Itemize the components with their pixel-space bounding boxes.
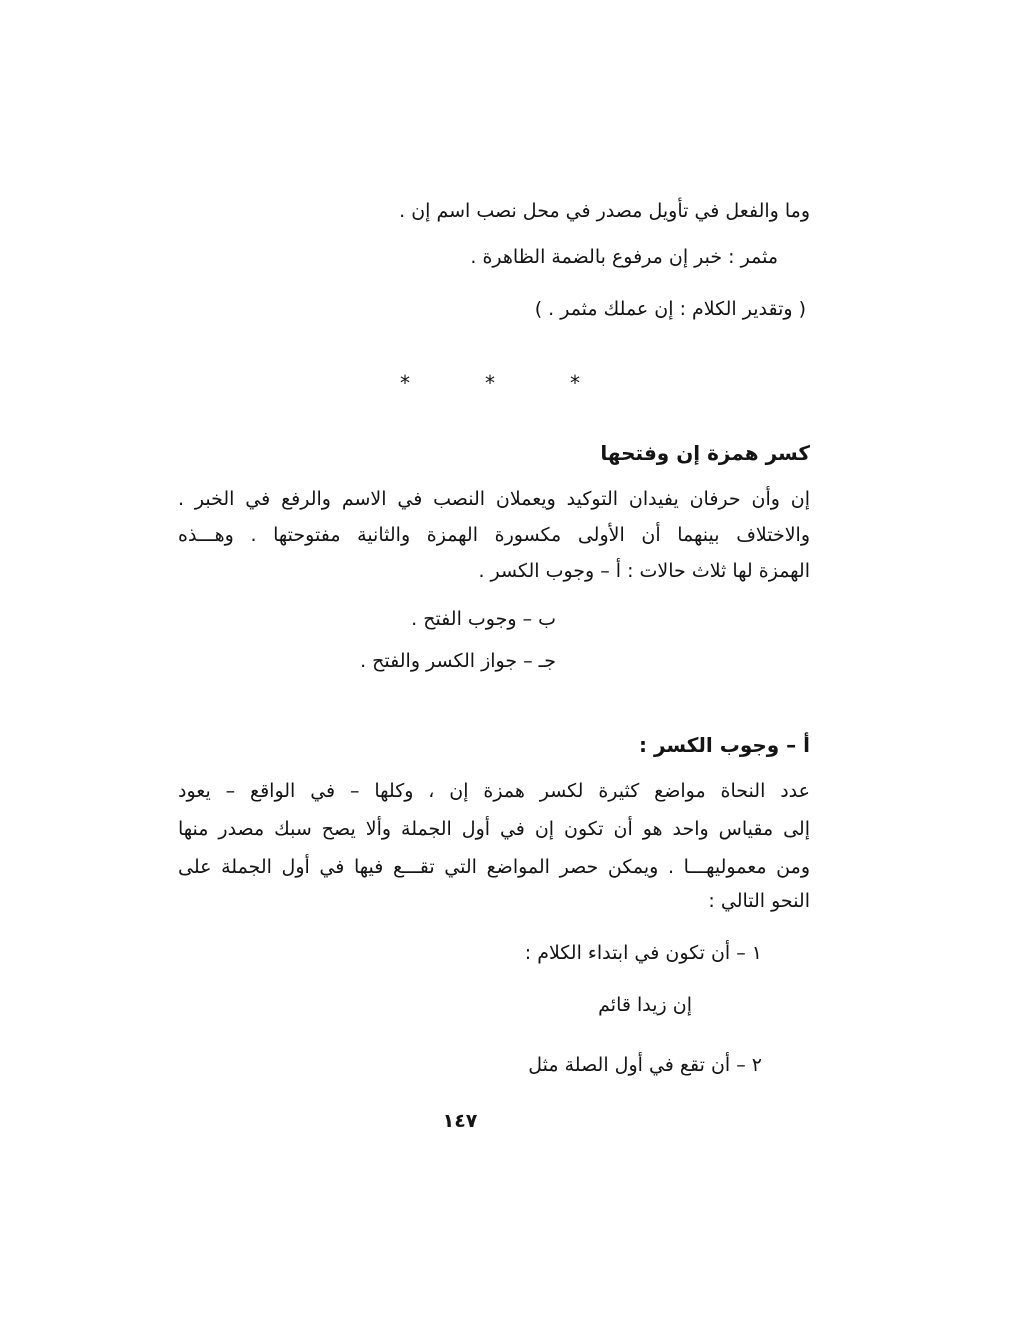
intro-line-1: وما والفعل في تأويل مصدر في محل نصب اسم إن . — [399, 200, 810, 222]
section-para-line-1: إن وأن حرفان يفيدان التوكيد ويعملان النصب في الاسم والرفع في الخبر . — [178, 488, 810, 510]
section-separator — [400, 368, 580, 398]
sub-para-line-4: النحو التالي : — [708, 890, 810, 912]
list-item-1: ١ – أن تكون في ابتداء الكلام : — [524, 942, 762, 964]
sub-para-line-1: عدد النحاة مواضع كثيرة لكسر همزة إن ، وكلها – في الواقع – يعود — [178, 780, 810, 802]
intro-line-3: ( وتقدير الكلام : إن عملك مثمر . ) — [534, 298, 806, 320]
separator-star: * — [485, 371, 495, 395]
section-para-line-2: والاختلاف بينهما أن الأولى مكسورة الهمزة والثانية مفتوحتها . وهـــذه — [178, 524, 810, 546]
section-para-line-3: الهمزة لها ثلاث حالات : أ – وجوب الكسر . — [478, 560, 810, 582]
subsection-title: أ – وجوب الكسر : — [639, 733, 810, 757]
sub-para-line-3: ومن معموليهـــا . ويمكن حصر المواضع التي تقـــع فيها في أول الجملة على — [178, 856, 810, 878]
case-c: جـ – جواز الكسر والفتح . — [360, 650, 556, 672]
sub-para-line-2: إلى مقياس واحد هو أن تكون إن في أول الجملة وألا يصح سبك مصدر منها — [178, 818, 810, 840]
intro-line-2: مثمر : خبر إن مرفوع بالضمة الظاهرة . — [470, 246, 778, 268]
case-b: ب – وجوب الفتح . — [411, 608, 556, 630]
section-title: كسر همزة إن وفتحها — [600, 441, 810, 465]
page-number: ١٤٧ — [442, 1110, 478, 1132]
list-item-2: ٢ – أن تقع في أول الصلة مثل — [528, 1054, 762, 1076]
example-1: إن زيدا قائم — [598, 994, 692, 1016]
separator-star: * — [570, 371, 580, 395]
separator-star: * — [400, 371, 410, 395]
